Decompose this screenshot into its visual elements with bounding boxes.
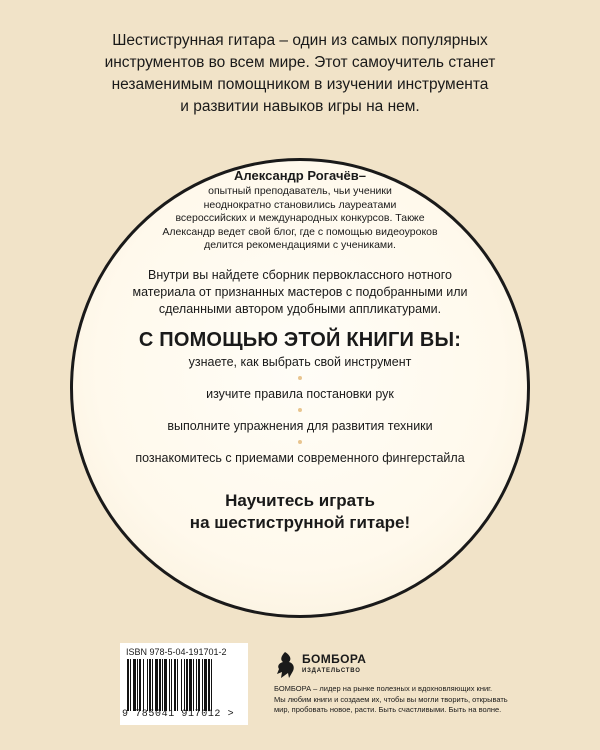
barcode-bar [189,659,192,711]
call-to-action [110,490,490,534]
list-item: познакомитесь с приемами современного фингерстайла [135,450,465,465]
publisher-line: Мы любим книги и создаем их, чтобы вы могли творить, открывать [274,694,508,704]
barcode-bar [169,659,170,711]
benefits-list [110,354,490,466]
publisher-logo-icon [274,650,296,680]
barcode-digits: 9 785041 917012 > [122,709,235,720]
barcode-bar [186,659,188,711]
barcode-bar [174,659,176,711]
publisher-line: БОМБОРА – лидер на рынке полезных и вдохновляющих книг. [274,684,493,693]
barcode-bar [149,659,151,711]
author-bio-line: неоднократно становились лауреатами [203,198,397,211]
barcode-bar [162,659,163,711]
barcode-bar [152,659,153,711]
barcode-bar [204,659,207,711]
inside-line: материала от признанных мастеров с подобранными или [132,284,468,299]
intro-line: незаменимым помощником в изучении инструмента [111,76,489,93]
dot-separator-icon [298,440,302,444]
intro-line: и развитии навыков игры на нем. [180,98,420,115]
barcode-bar [139,659,141,711]
author-bio-line: опытный преподаватель, чьи ученики [208,185,392,197]
author-name: Александр Рогачёв– [234,168,366,183]
barcode-icon [126,659,242,711]
barcode-bar [155,659,158,711]
barcode-bar [193,659,194,711]
intro-line: инструментов во всем мире. Этот самоучитель станет [104,54,496,71]
dot-separator-icon [298,408,302,412]
barcode-bar [177,659,178,711]
barcode-bar [137,659,138,711]
barcode-bar [130,659,131,711]
barcode-bar [184,659,185,711]
barcode-bar [147,659,148,711]
barcode-bar [181,659,182,711]
cta-line: на шестиструнной гитаре! [189,512,411,532]
author-bio-line: всероссийских и международных конкурсов. Также [175,212,425,224]
author-bio-line: Александр ведет свой блог, где с помощью видеоуроков [162,225,438,238]
list-item: изучите правила постановки рук [206,386,394,401]
barcode-bar [164,659,167,711]
circle-content [110,168,490,534]
barcode-bar [143,659,144,711]
author-bio-line: делится рекомендациями с учениками. [204,239,396,251]
barcode-bar [133,659,136,711]
isbn-barcode-box [120,643,248,725]
dot-separator-icon [298,376,302,380]
list-item: выполните упражнения для развития техники [167,418,433,433]
inside-text [110,267,490,318]
author-bio [110,185,490,253]
benefits-heading: С ПОМОЩЬЮ ЭТОЙ КНИГИ ВЫ: [138,328,462,351]
publisher-logo [274,650,574,680]
barcode-bar [171,659,172,711]
list-item: узнаете, как выбрать свой инструмент [188,354,412,369]
publisher-block [274,650,574,716]
intro-text [0,30,600,118]
publisher-name: БОМБОРА [302,652,367,666]
barcode-bar [202,659,203,711]
inside-line: Внутри вы найдете сборник первоклассного нотного [148,267,452,282]
intro-line: Шестиструнная гитара – один из самых популярных [112,32,488,49]
barcode-bar [211,659,212,711]
barcode-bar [159,659,161,711]
isbn-label: ISBN 978-5-04-191701-2 [126,647,227,657]
publisher-description [274,684,574,716]
publisher-line: мир, пробовать новое, расти. Быть счастливыми. Быть на волне. [274,705,502,714]
inside-line: сделанными автором удобными аппликатурами. [158,301,442,316]
cta-line: Научитесь играть [225,490,375,510]
barcode-bar [208,659,210,711]
publisher-subtitle: ИЗДАТЕЛЬСТВО [302,668,361,674]
barcode-bar [196,659,197,711]
barcode-bar [198,659,200,711]
barcode-bar [127,659,129,711]
